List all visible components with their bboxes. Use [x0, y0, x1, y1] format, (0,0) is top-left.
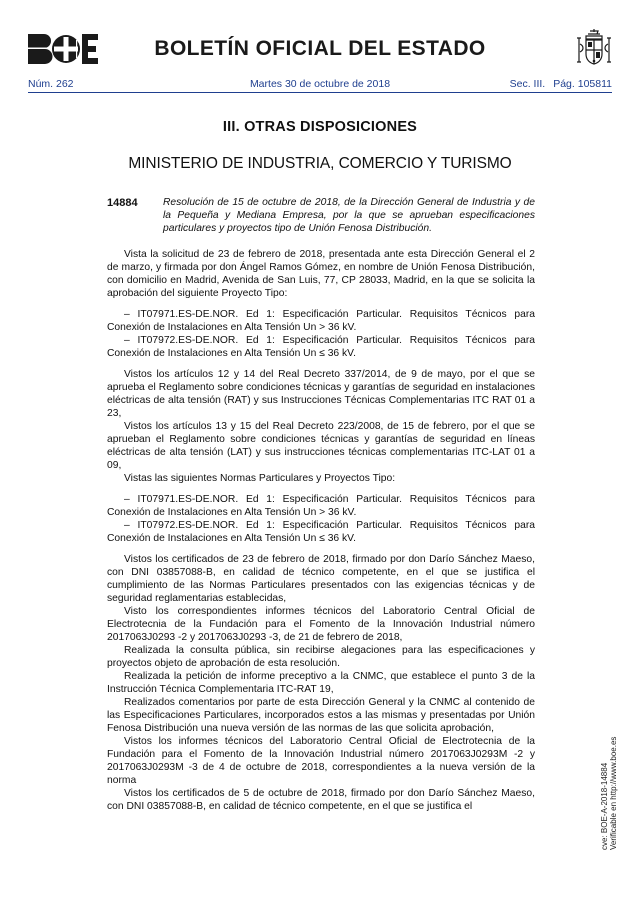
paragraph: – IT07972.ES-DE.NOR. Ed 1: Especificación Particular. Requisitos Técnicos para Conexión de Instalaciones en Alta Tensión Un ≤ 36 kV. — [107, 520, 535, 544]
verification-link[interactable]: Verificable en http://www.boe.es — [609, 736, 618, 850]
paragraph: – IT07971.ES-DE.NOR. Ed 1: Especificación Particular. Requisitos Técnicos para Conexión de Instalaciones en Alta Tensión Un > 36 kV. — [107, 309, 535, 333]
coat-of-arms-icon — [574, 28, 614, 70]
issue-number: Núm. 262 — [28, 78, 74, 90]
section-title: III. OTRAS DISPOSICIONES — [222, 119, 418, 135]
paragraph: Vistos los artículos 13 y 15 del Real Decreto 223/2008, de 15 de febrero, por el que se aprueban el Reglamento sobre condiciones técnicas y garantías de seguridad en líneas eléctricas de alta tensión (LAT) y sus instrucciones técnicas complementarias ITC-LAT 01 a 09, — [107, 421, 535, 471]
issue-date: Martes 30 de octubre de 2018 — [249, 78, 391, 90]
page-number: Pág. 105811 — [553, 78, 612, 90]
document-body — [107, 248, 535, 813]
paragraph: Vistos los artículos 12 y 14 del Real Decreto 337/2014, de 9 de mayo, por el que se aprueba el Reglamento sobre condiciones técnicas y garantías de seguridad en instalaciones eléctricas de alta tensión (RAT) y sus Instrucciones Técnicas Complementarias ITC RAT 01 a 23, — [107, 369, 535, 419]
paragraph: Realizada la consulta pública, sin recibirse alegaciones para las especificaciones y proyectos objeto de aprobación de esta resolución. — [107, 645, 535, 669]
paragraph: Vista la solicitud de 23 de febrero de 2018, presentada ante esta Dirección General el 2 de marzo, y firmada por don Ángel Ramos Gómez, en nombre de Unión Fenosa Distribución, con domicilio en Madrid, Avenida de San Luis, 77, CP 28033, Madrid, en la que se solicita la aprobación del siguiente Proyecto Tipo: — [107, 249, 535, 299]
cve-code: cve: BOE-A-2018-14884 — [600, 762, 609, 850]
section-label: Sec. III. — [509, 78, 546, 90]
paragraph: Realizados comentarios por parte de esta Dirección General y la CNMC al contenido de las Especificaciones Particulares, incorporados estos a las mismas y presentadas por Unión Fenosa Distribución una nueva versión de las normas de las que solicita aprobación, — [107, 697, 535, 734]
paragraph: Vistos los certificados de 5 de octubre de 2018, firmado por don Darío Sánchez Maeso, con DNI 03857088-B, en calidad de técnico competente, en el que se justifica el — [107, 788, 535, 812]
document-number: 14884 — [107, 197, 138, 209]
paragraph: – IT07972.ES-DE.NOR. Ed 1: Especificación Particular. Requisitos Técnicos para Conexión de Instalaciones en Alta Tensión Un ≤ 36 kV. — [107, 335, 535, 359]
section-page — [510, 78, 612, 90]
paragraph: – IT07971.ES-DE.NOR. Ed 1: Especificación Particular. Requisitos Técnicos para Conexión de Instalaciones en Alta Tensión Un > 36 kV. — [107, 494, 535, 518]
ministry-heading: MINISTERIO DE INDUSTRIA, COMERCIO Y TURISMO — [128, 155, 512, 172]
paragraph: Visto los correspondientes informes técnicos del Laboratorio Central Oficial de Electrotecnia de la Fundación para el Fomento de la Innovación Industrial número 2017063J0293 -2 y 2017063J0293 -3, de 21 de febrero de 2018, — [107, 606, 535, 643]
bulletin-title: BOLETÍN OFICIAL DEL ESTADO — [154, 37, 486, 60]
paragraph: Vistas las siguientes Normas Particulares y Proyectos Tipo: — [124, 473, 396, 484]
paragraph: Realizada la petición de informe preceptivo a la CNMC, que establece el punto 3 de la Instrucción Técnica Complementaria ITC-RAT 19, — [107, 671, 535, 695]
paragraph: Vistos los certificados de 23 de febrero de 2018, firmado por don Darío Sánchez Maeso, con DNI 03857088-B, en calidad de técnico competente, en el que se justifica el cumplimiento de las Normas Particulares presentados con las exigencias técnicas y de seguridad reglamentarias establecidas, — [107, 554, 535, 604]
paragraph: Vistos los informes técnicos del Laboratorio Central Oficial de Electrotecnia de la Fundación para el Fomento de la Innovación Industrial número 2017063J0293M -2 y 2017063J0293M -3 de 4 de octubre de 2018, correspondientes a la nueva versión de la norma — [107, 736, 535, 786]
verification-sidebar — [600, 700, 616, 850]
header-meta-bar — [28, 78, 612, 93]
resolution-summary: Resolución de 15 de octubre de 2018, de la Dirección General de Industria y de la Pequeña y Mediana Empresa, por la que se aprueban especificaciones particulares y proyectos tipo de Unión Fenosa Distribución. — [163, 197, 535, 234]
